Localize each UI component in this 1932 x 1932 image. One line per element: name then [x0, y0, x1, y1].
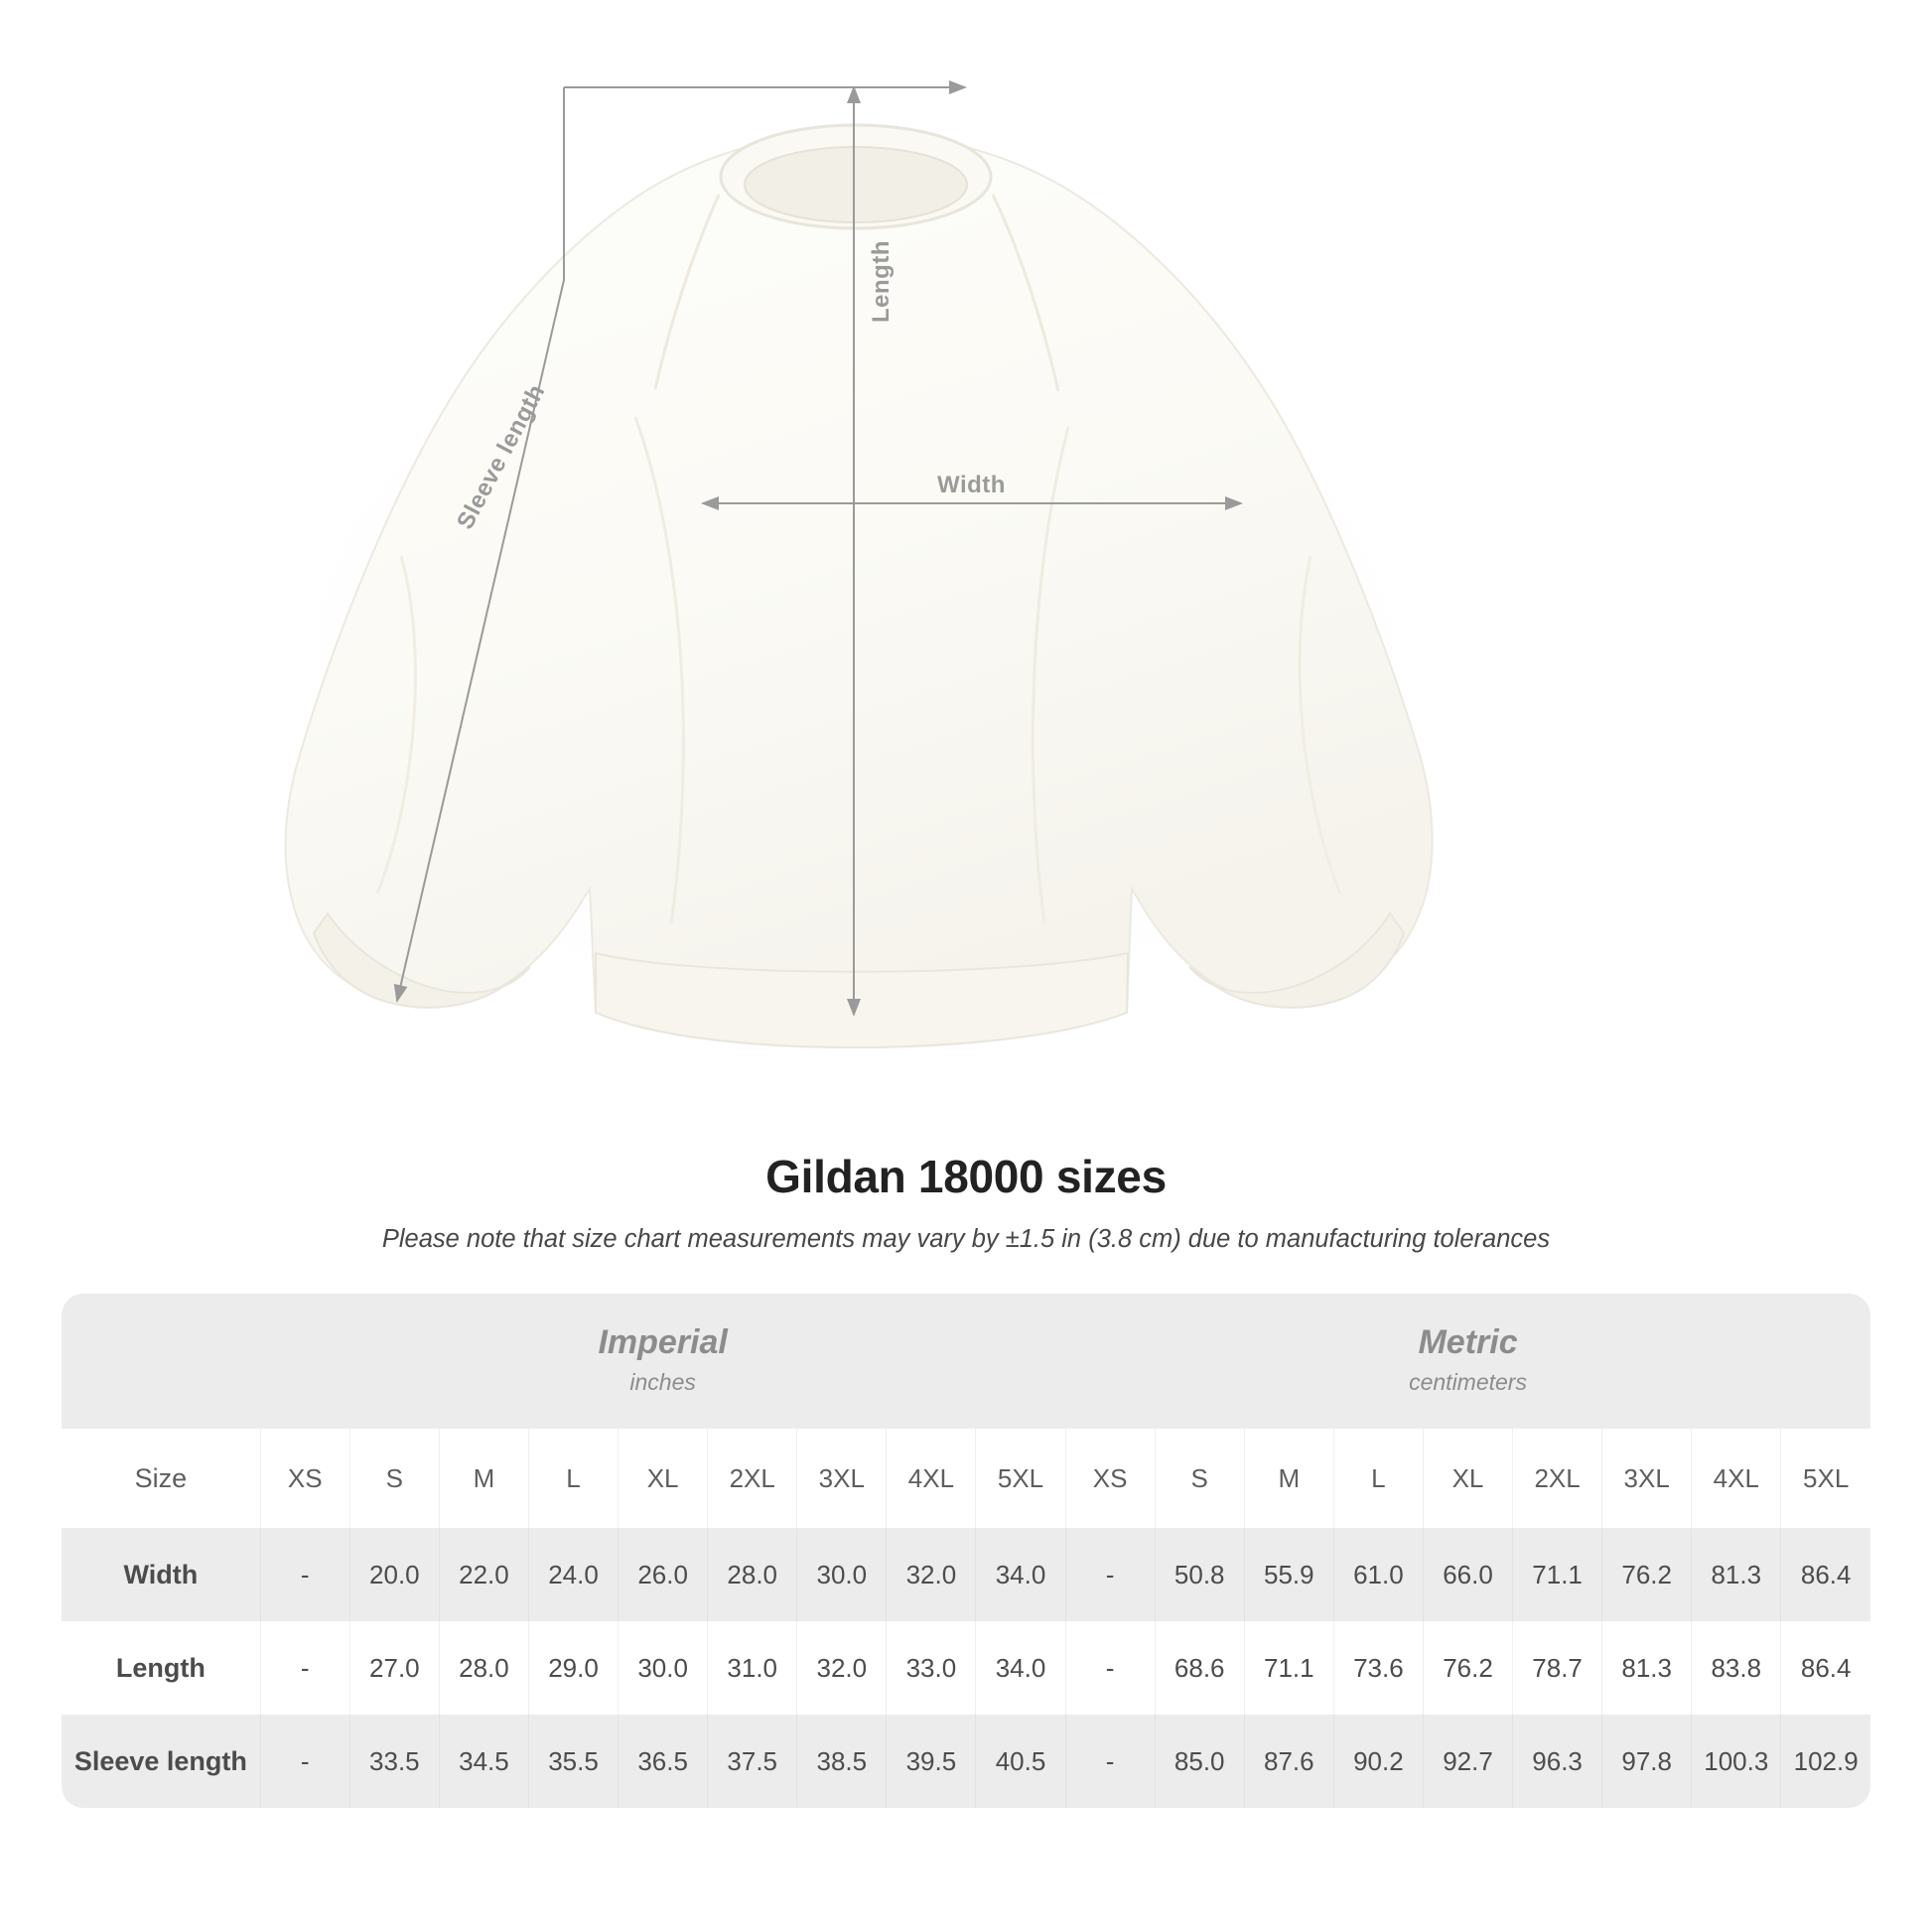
size-col-imperial-s: S [349, 1429, 439, 1528]
size-table-wrapper [62, 1294, 1870, 1808]
size-col-metric-s: S [1155, 1429, 1244, 1528]
size-header-row [62, 1429, 1870, 1528]
cell-width-metric-m: 55.9 [1244, 1528, 1333, 1621]
cell-sleeve-metric-5xl: 102.9 [1781, 1715, 1870, 1808]
cell-length-imperial-2xl: 31.0 [708, 1621, 797, 1715]
cell-length-imperial-xs: - [260, 1621, 349, 1715]
size-col-metric-l: L [1333, 1429, 1423, 1528]
tolerance-note: Please note that size chart measurements may vary by ±1.5 in (3.8 cm) due to manufacturing tolerances [381, 1225, 1551, 1253]
cell-sleeve-imperial-s: 33.5 [349, 1715, 439, 1808]
imperial-unit: inches [629, 1368, 696, 1395]
size-table [62, 1294, 1870, 1808]
cell-sleeve-imperial-l: 35.5 [528, 1715, 618, 1808]
row-label-width: Width [62, 1528, 260, 1621]
cell-width-metric-4xl: 81.3 [1692, 1528, 1781, 1621]
cell-width-metric-3xl: 76.2 [1602, 1528, 1692, 1621]
cell-length-metric-s: 68.6 [1155, 1621, 1244, 1715]
cell-width-imperial-l: 24.0 [528, 1528, 618, 1621]
cell-length-metric-xs: - [1065, 1621, 1155, 1715]
size-col-imperial-4xl: 4XL [887, 1429, 976, 1528]
cell-width-metric-l: 61.0 [1333, 1528, 1423, 1621]
sleeve-length-label: Sleeve length [452, 379, 551, 534]
cell-length-metric-m: 71.1 [1244, 1621, 1333, 1715]
table-row [62, 1528, 1870, 1621]
cell-width-imperial-4xl: 32.0 [887, 1528, 976, 1621]
metric-unit: centimeters [1409, 1368, 1527, 1395]
size-col-imperial-l: L [528, 1429, 618, 1528]
cell-width-metric-xl: 66.0 [1423, 1528, 1512, 1621]
size-header-label: Size [62, 1429, 260, 1528]
cell-sleeve-metric-l: 90.2 [1333, 1715, 1423, 1808]
cell-sleeve-imperial-xs: - [260, 1715, 349, 1808]
cell-length-metric-xl: 76.2 [1423, 1621, 1512, 1715]
width-label: Width [937, 472, 1006, 498]
table-row [62, 1715, 1870, 1808]
cell-length-imperial-5xl: 34.0 [976, 1621, 1065, 1715]
unit-spacer-cell [62, 1294, 260, 1429]
unit-header-row [62, 1294, 1870, 1429]
cell-length-imperial-s: 27.0 [349, 1621, 439, 1715]
imperial-title: Imperial [598, 1323, 728, 1362]
size-col-imperial-xl: XL [619, 1429, 708, 1528]
cell-sleeve-imperial-3xl: 38.5 [797, 1715, 887, 1808]
cell-length-metric-3xl: 81.3 [1602, 1621, 1692, 1715]
cell-length-metric-4xl: 83.8 [1692, 1621, 1781, 1715]
cell-sleeve-metric-m: 87.6 [1244, 1715, 1333, 1808]
cell-width-imperial-xl: 26.0 [619, 1528, 708, 1621]
cell-sleeve-metric-xs: - [1065, 1715, 1155, 1808]
sweatshirt-body [286, 125, 1433, 1047]
cell-length-imperial-m: 28.0 [439, 1621, 528, 1715]
cell-width-metric-xs: - [1065, 1528, 1155, 1621]
size-col-metric-xs: XS [1065, 1429, 1155, 1528]
cell-width-imperial-5xl: 34.0 [976, 1528, 1065, 1621]
length-label: Length [868, 240, 895, 323]
cell-length-metric-l: 73.6 [1333, 1621, 1423, 1715]
cell-width-imperial-2xl: 28.0 [708, 1528, 797, 1621]
cell-sleeve-metric-2xl: 96.3 [1513, 1715, 1602, 1808]
cell-width-imperial-3xl: 30.0 [797, 1528, 887, 1621]
cell-width-imperial-m: 22.0 [439, 1528, 528, 1621]
size-col-imperial-5xl: 5XL [976, 1429, 1065, 1528]
cell-width-metric-5xl: 86.4 [1781, 1528, 1870, 1621]
size-col-metric-2xl: 2XL [1513, 1429, 1602, 1528]
row-label-length: Length [62, 1621, 260, 1715]
cell-width-imperial-s: 20.0 [349, 1528, 439, 1621]
chart-heading [0, 1150, 1932, 1254]
cell-length-metric-2xl: 78.7 [1513, 1621, 1602, 1715]
cell-width-imperial-xs: - [260, 1528, 349, 1621]
cell-length-imperial-4xl: 33.0 [887, 1621, 976, 1715]
size-col-metric-m: M [1244, 1429, 1333, 1528]
cell-sleeve-metric-s: 85.0 [1155, 1715, 1244, 1808]
cell-sleeve-imperial-4xl: 39.5 [887, 1715, 976, 1808]
cell-length-imperial-3xl: 32.0 [797, 1621, 887, 1715]
cell-length-metric-5xl: 86.4 [1781, 1621, 1870, 1715]
cell-sleeve-metric-3xl: 97.8 [1602, 1715, 1692, 1808]
table-row [62, 1621, 1870, 1715]
size-col-metric-4xl: 4XL [1692, 1429, 1781, 1528]
row-label-sleeve-length: Sleeve length [62, 1715, 260, 1808]
cell-sleeve-imperial-2xl: 37.5 [708, 1715, 797, 1808]
cell-sleeve-metric-xl: 92.7 [1423, 1715, 1512, 1808]
cell-sleeve-metric-4xl: 100.3 [1692, 1715, 1781, 1808]
size-col-imperial-2xl: 2XL [708, 1429, 797, 1528]
size-col-metric-5xl: 5XL [1781, 1429, 1870, 1528]
metric-title: Metric [1418, 1323, 1518, 1362]
cell-width-metric-s: 50.8 [1155, 1528, 1244, 1621]
metric-group-header [1065, 1294, 1870, 1429]
size-col-metric-xl: XL [1423, 1429, 1512, 1528]
cell-sleeve-imperial-m: 34.5 [439, 1715, 528, 1808]
size-col-imperial-3xl: 3XL [797, 1429, 887, 1528]
size-col-metric-3xl: 3XL [1602, 1429, 1692, 1528]
page-title: Gildan 18000 sizes [765, 1151, 1167, 1202]
size-col-imperial-xs: XS [260, 1429, 349, 1528]
cell-width-metric-2xl: 71.1 [1513, 1528, 1602, 1621]
cell-length-imperial-l: 29.0 [528, 1621, 618, 1715]
cell-sleeve-imperial-xl: 36.5 [619, 1715, 708, 1808]
cell-sleeve-imperial-5xl: 40.5 [976, 1715, 1065, 1808]
cell-length-imperial-xl: 30.0 [619, 1621, 708, 1715]
size-col-imperial-m: M [439, 1429, 528, 1528]
imperial-group-header [260, 1294, 1065, 1429]
